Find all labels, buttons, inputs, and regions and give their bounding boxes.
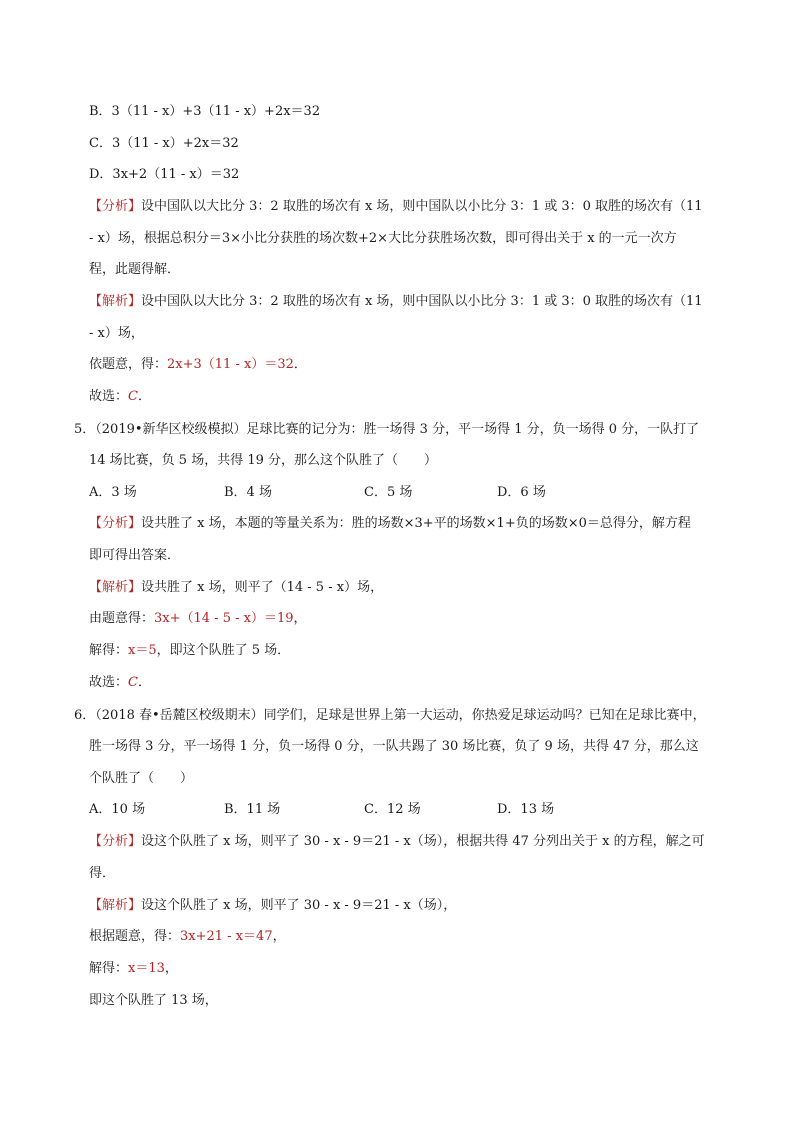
analysis-text: 设共胜了 x 场，本题的等量关系为：胜的场数×3+平的场数×1+负的场数×0＝总得分，解方程: [141, 516, 691, 531]
prev-analysis-line-3: 程，此题得解．: [89, 262, 181, 277]
equation: x＝5: [128, 643, 157, 658]
q5-option-d: D．6 场: [497, 485, 546, 500]
q6-solution-line-2: [89, 927, 286, 947]
prev-solution-line-2: - x）场，: [89, 326, 144, 341]
analysis-text: 设中国队以大比分 3：2 取胜的场次有 x 场，则中国队以小比分 3：1 或 3：0 取胜的场次有（11: [141, 199, 703, 214]
q5-solution-line-3: [89, 641, 290, 661]
q6-stem-text: 同学们，足球是世界上第一大运动，你热爱足球运动吗？已知在足球比赛中，: [263, 708, 706, 723]
prev-analysis-line-2: - x）场，根据总积分＝3×小比分获胜的场次数+2×大比分获胜场次数，即可得出关于 x 的一元一次方: [89, 231, 677, 246]
solution-tag: 【解析】: [89, 580, 142, 595]
solution-text: 设中国队以大比分 3：2 取胜的场次有 x 场，则中国队以小比分 3：1 或 3：0 取胜的场次有（11: [141, 294, 703, 309]
answer-prefix: 故选：: [89, 675, 129, 690]
q6-stem-line-2: 胜一场得 3 分，平一场得 1 分，负一场得 0 分，一队共踢了 30 场比赛，负了 9 场，共得 47 分，那么这: [89, 739, 699, 754]
q5-answer: [89, 673, 151, 693]
analysis-tag: 【分析】: [89, 516, 142, 531]
analysis-tag: 【分析】: [89, 199, 142, 214]
prev-analysis-line-1: [89, 197, 703, 217]
q5-number-source: 5．（2019•新华区校级模拟）: [74, 422, 247, 437]
equation-prefix: 由题意得：: [89, 611, 155, 626]
q5-stem-text: 足球比赛的记分为：胜一场得 3 分，平一场得 1 分，负一场得 0 分，一队打了: [246, 422, 700, 437]
q6-option-b: B．11 场: [224, 802, 281, 817]
equation-suffix: ，: [293, 611, 307, 626]
equation: 3x+（14 - 5 - x）＝19: [154, 611, 294, 626]
q6-analysis-line-1: [89, 832, 705, 852]
q6-stem-line-3: 个队胜了（ ）: [89, 771, 194, 786]
prev-option-d: D．3x+2（11 - x）＝32: [89, 167, 240, 182]
answer-choice: C: [128, 675, 138, 690]
q5-analysis-line-1: [89, 514, 691, 534]
solution-text: 设共胜了 x 场，则平了（14 - 5 - x）场，: [141, 580, 384, 595]
q5-options: [89, 483, 689, 503]
equation-prefix: 解得：: [89, 643, 129, 658]
equation: x＝13: [128, 961, 165, 976]
q6-option-d: D．13 场: [497, 802, 555, 817]
q5-analysis-line-2: 即可得出答案．: [89, 548, 181, 563]
equation-prefix: 根据题意，得：: [89, 929, 181, 944]
solution-text: 设这个队胜了 x 场，则平了 30 - x - 9＝21 - x（场），: [141, 898, 457, 913]
q6-option-a: A．10 场: [89, 802, 146, 817]
equation-suffix: ，: [272, 929, 286, 944]
prev-option-c: C．3（11 - x）+2x＝32: [89, 136, 239, 151]
q5-stem-line-1: [74, 420, 699, 440]
answer-choice: C: [128, 389, 138, 404]
q6-number-source: 6．（2018 春•岳麓区校级期末）: [74, 708, 264, 723]
q5-solution-line-2: [89, 609, 307, 629]
equation-prefix: 解得：: [89, 961, 129, 976]
analysis-tag: 【分析】: [89, 834, 142, 849]
q5-stem-line-2: 14 场比赛，负 5 场，共得 19 分，那么这个队胜了（ ）: [89, 453, 438, 468]
prev-answer: [89, 387, 151, 407]
q6-option-c: C．12 场: [364, 802, 421, 817]
answer-prefix: 故选：: [89, 389, 129, 404]
q6-solution-line-1: [89, 896, 456, 916]
prev-solution-line-3: [89, 355, 307, 375]
q5-option-a: A．3 场: [89, 485, 137, 500]
equation: 3x+21 - x＝47: [180, 929, 273, 944]
answer-suffix: ．: [137, 675, 151, 690]
equation-suffix: ，: [164, 961, 178, 976]
equation: 2x+3（11 - x）＝32: [167, 357, 294, 372]
answer-suffix: ．: [137, 389, 151, 404]
q6-solution-line-4: 即这个队胜了 13 场，: [89, 993, 218, 1008]
q6-stem-line-1: [74, 706, 706, 726]
equation-prefix: 依题意，得：: [89, 357, 168, 372]
q6-solution-line-3: [89, 959, 178, 979]
analysis-text: 设这个队胜了 x 场，则平了 30 - x - 9＝21 - x（场），根据共得 47 分列出关于 x 的方程，解之可: [141, 834, 705, 849]
prev-option-b: B．3（11 - x）+3（11 - x）+2x＝32: [89, 104, 321, 119]
equation-suffix: ．: [293, 357, 307, 372]
q5-option-c: C．5 场: [364, 485, 413, 500]
prev-solution-line-1: [89, 292, 703, 312]
q5-solution-line-1: [89, 578, 383, 598]
q6-options: [89, 800, 689, 820]
equation-suffix: ，即这个队胜了 5 场．: [156, 643, 291, 658]
solution-tag: 【解析】: [89, 898, 142, 913]
q6-analysis-line-2: 得．: [89, 866, 116, 881]
solution-tag: 【解析】: [89, 294, 142, 309]
q5-option-b: B．4 场: [224, 485, 272, 500]
